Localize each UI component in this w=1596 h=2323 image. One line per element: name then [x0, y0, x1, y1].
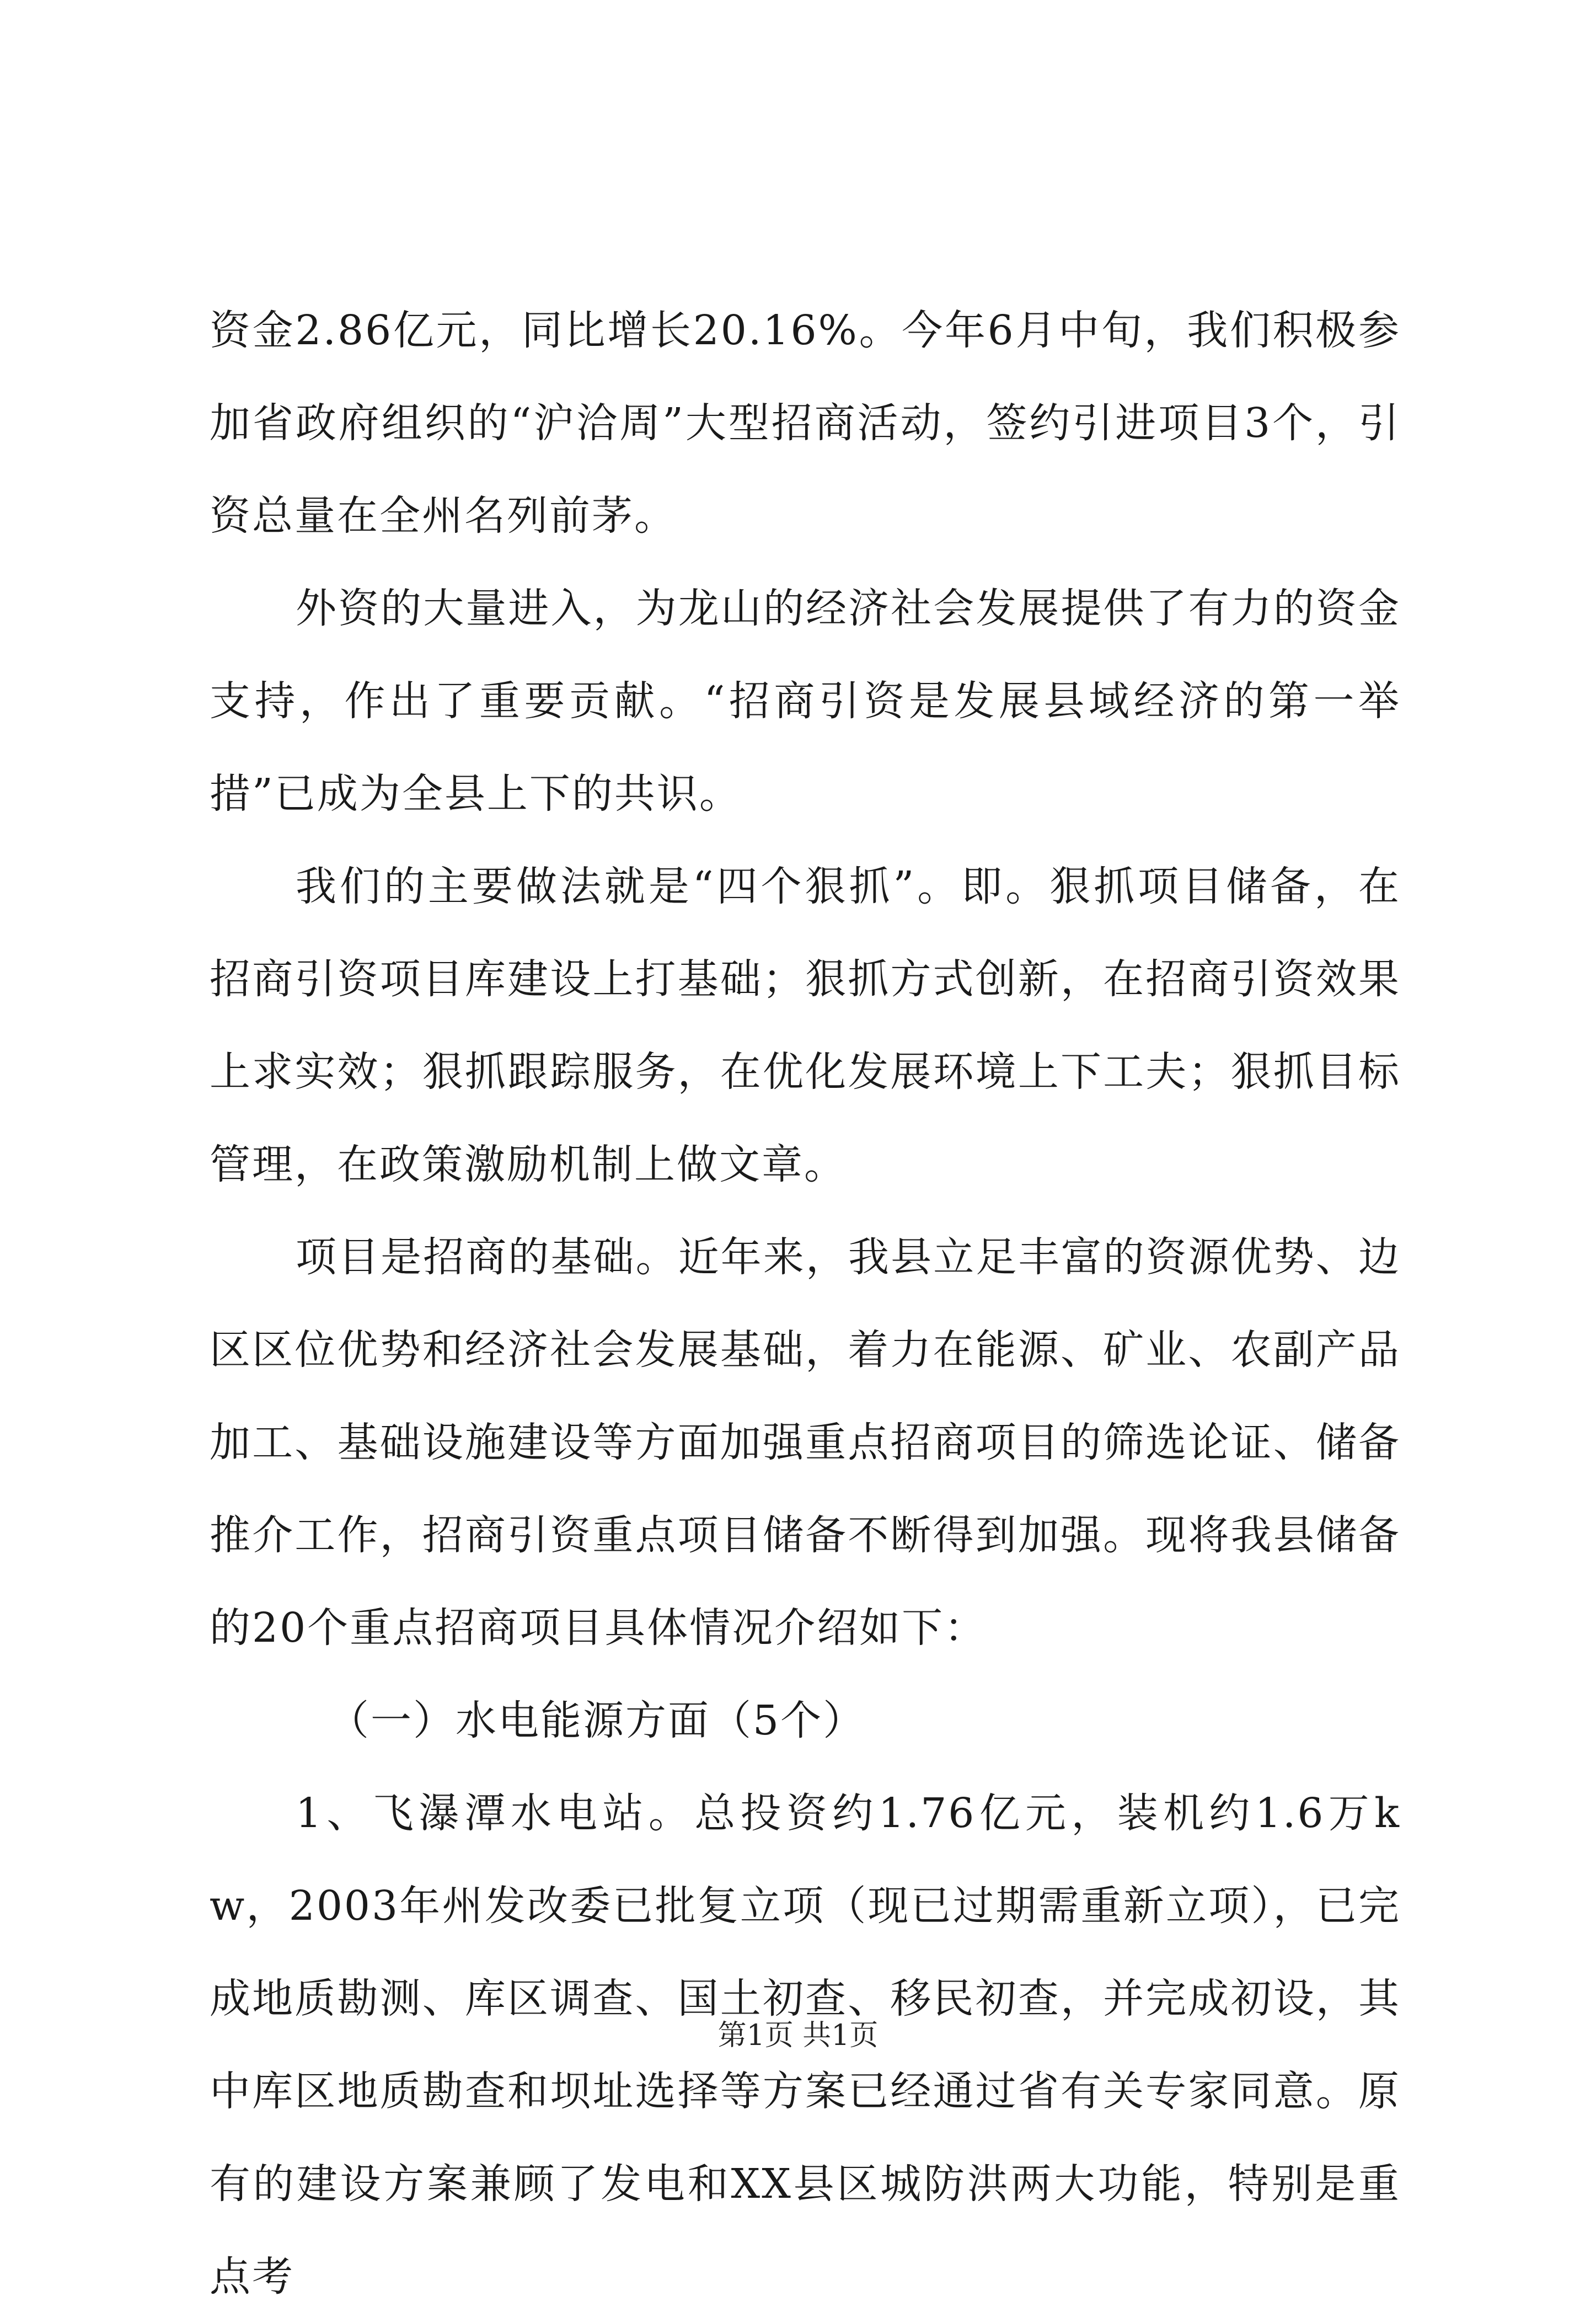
paragraph-1: 资金2.86亿元，同比增长20.16%。今年6月中旬，我们积极参加省政府组织的“沪洽周”大型招商活动，签约引进项目3个，引资总量在全州名列前茅。	[210, 307, 1401, 540]
page-footer: 第1页 共1页	[717, 2019, 879, 2052]
paragraph-4: 项目是招商的基础。近年来，我县立足丰富的资源优势、边区区位优势和经济社会发展基础，着力在能源、矿业、农副产品加工、基础设施建设等方面加强重点招商项目的筛选论证、储备推介工作，招商引资重点项目储备不断得到加强。现将我县储备的20个重点招商项目具体情况介绍如下：	[210, 1233, 1401, 1652]
paragraph-3: 我们的主要做法就是“四个狠抓”。即。狠抓项目储备，在招商引资项目库建设上打基础；狠抓方式创新，在招商引资效果上求实效；狠抓跟踪服务，在优化发展环境上下工夫；狠抓目标管理，在政策激励机制上做文章。	[210, 863, 1401, 1188]
paragraph-5: 1、飞瀑潭水电站。总投资约1.76亿元，装机约1.6万kw，2003年州发改委已批复立项（现已过期需重新立项），已完成地质勘测、库区调查、国土初查、移民初查，并完成初设，其中库区地质勘查和坝址选择等方案已经通过省有关专家同意。原有的建设方案兼顾了发电和XX县区城防洪两大功能，特别是重点考	[210, 1790, 1401, 2300]
section-heading: （一）水电能源方面（5个）	[328, 1697, 866, 1744]
paragraph-2: 外资的大量进入，为龙山的经济社会发展提供了有力的资金支持，作出了重要贡献。“招商引资是发展县域经济的第一举措”已成为全县上下的共识。	[210, 585, 1401, 818]
